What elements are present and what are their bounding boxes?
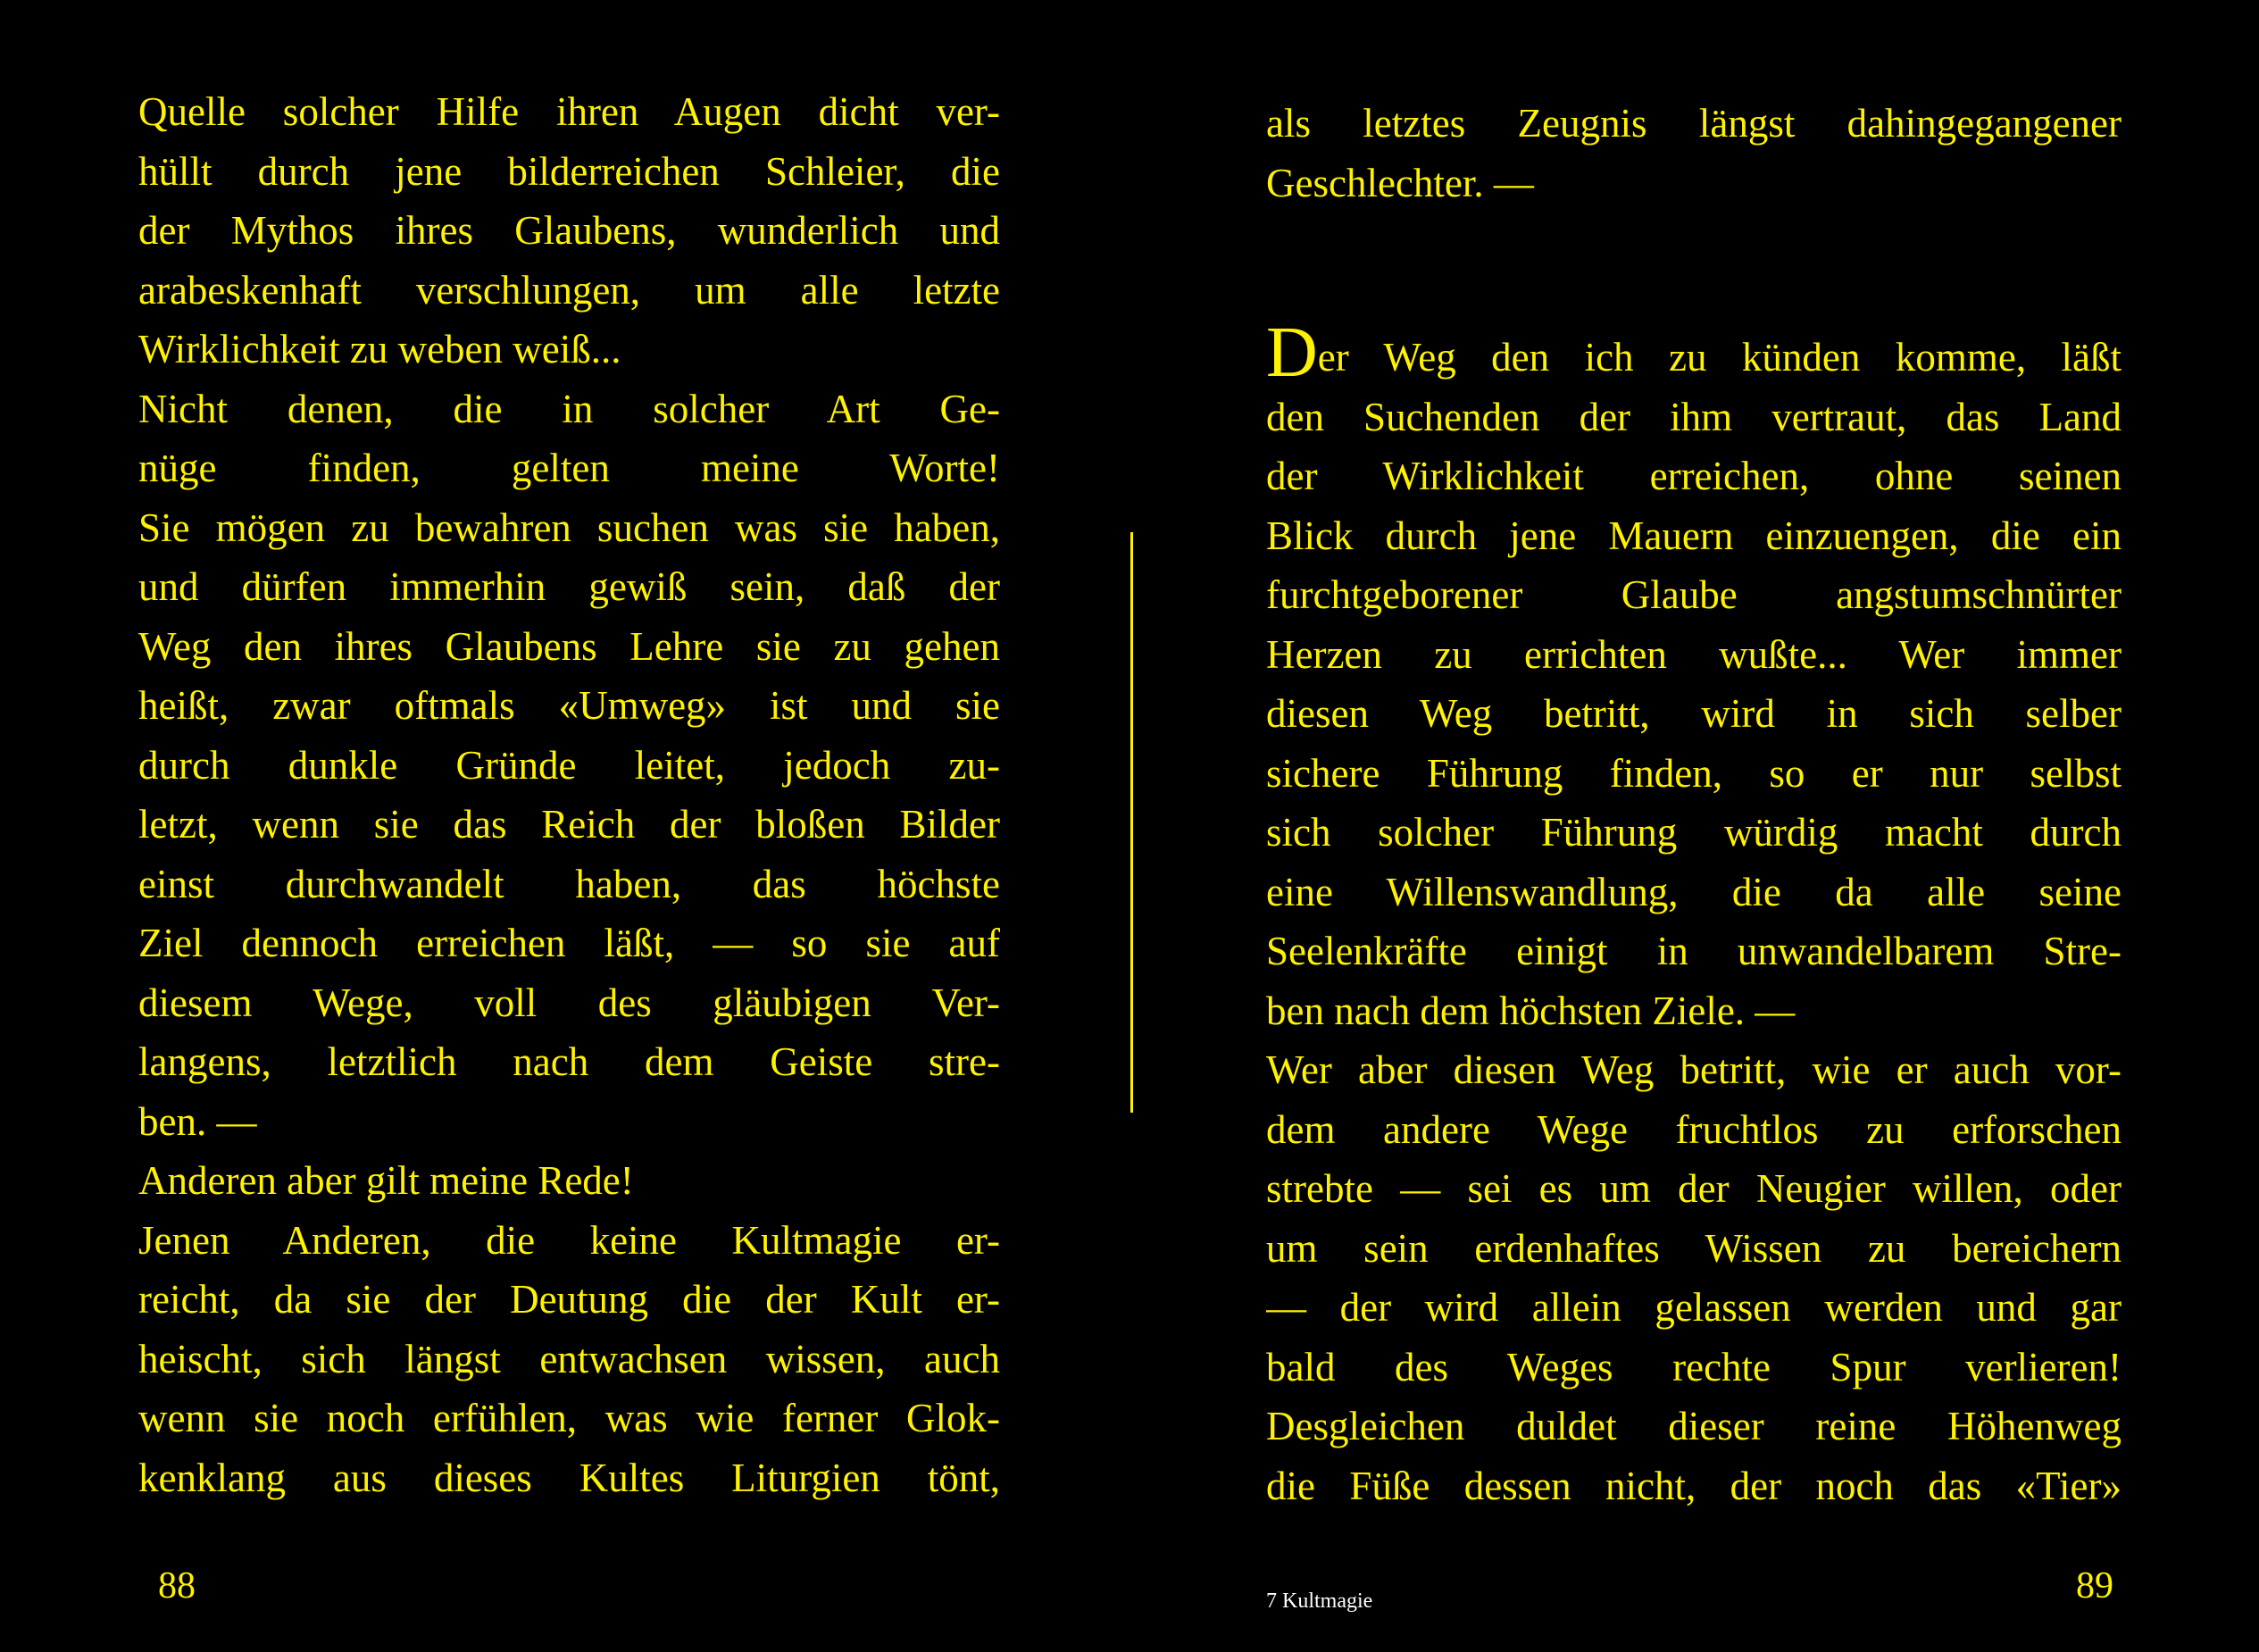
text-line: einst durchwandelt haben, das höchste xyxy=(138,861,1000,906)
text-line: heißt, zwar oftmals «Umweg» ist und sie xyxy=(138,683,1000,728)
text-line: furchtgeborener Glaube angstumschnürter xyxy=(1266,572,2121,617)
text-line: ben. — xyxy=(138,1098,257,1144)
text-line: der Mythos ihres Glaubens, wunderlich und xyxy=(138,208,1000,253)
text-line: die Füße dessen nicht, der noch das «Tier» xyxy=(1266,1463,2121,1508)
text-line: und dürfen immerhin gewiß sein, daß der xyxy=(138,564,1000,609)
text-line: den Suchenden der ihm vertraut, das Land xyxy=(1266,394,2121,439)
text-line-rest: er Weg den ich zu künden komme, läßt xyxy=(1317,335,2121,380)
text-line: diesem Wege, voll des gläubigen Ver- xyxy=(138,980,1000,1025)
text-line: Desgleichen duldet dieser reine Höhenweg xyxy=(1266,1404,2121,1448)
text-line: Nicht denen, die in solcher Art Ge- xyxy=(138,386,1000,431)
text-line: Anderen aber gilt meine Rede! xyxy=(138,1158,634,1203)
text-line: kenklang aus dieses Kultes Liturgien tönt, xyxy=(138,1455,1000,1500)
text-line: strebte — sei es um der Neugier willen, oder xyxy=(1266,1166,2121,1211)
text-line: heischt, sich längst entwachsen wissen, auch xyxy=(138,1336,1000,1381)
page-number-left: 88 xyxy=(158,1565,196,1606)
text-line: um sein erdenhaftes Wissen zu bereichern xyxy=(1266,1225,2121,1271)
text-line: Herzen zu errichten wußte... Wer immer xyxy=(1266,631,2121,677)
text-line: hüllt durch jene bilderreichen Schleier, die xyxy=(138,148,1000,194)
text-line: durch dunkle Gründe leitet, jedoch zu- xyxy=(138,742,1000,788)
right-page-text xyxy=(1266,328,2121,1515)
drop-initial: D xyxy=(1266,328,1318,388)
page-number-right: 89 xyxy=(2076,1565,2113,1606)
text-line: Sie mögen zu bewahren suchen was sie haben, xyxy=(138,505,1000,550)
text-line: bald des Weges rechte Spur verlieren! xyxy=(1266,1344,2121,1389)
gutter-rule xyxy=(1130,532,1133,1113)
text-line: Ziel dennoch erreichen läßt, — so sie auf xyxy=(138,921,1000,965)
text-line: nüge finden, gelten meine Worte! xyxy=(138,446,1000,490)
text-line: letzt, wenn sie das Reich der bloßen Bilder xyxy=(138,802,1000,847)
text-line: reicht, da sie der Deutung die der Kult er- xyxy=(138,1277,1000,1322)
text-line: arabeskenhaft verschlungen, um alle letzte xyxy=(138,267,1000,313)
signature-mark: 7 Kultmagie xyxy=(1266,1589,1373,1613)
text-line: Quelle solcher Hilfe ihren Augen dicht ver- xyxy=(138,89,1000,134)
text-line: sichere Führung finden, so er nur selbst xyxy=(1266,750,2121,796)
right-page-intro xyxy=(1266,94,2121,213)
text-line: diesen Weg betritt, wird in sich selber xyxy=(1266,691,2121,736)
text-line: Wirklichkeit zu weben weiß... xyxy=(138,327,621,371)
text-line: Jenen Anderen, die keine Kultmagie er- xyxy=(138,1217,1000,1263)
text-line-with-initial xyxy=(1266,328,2121,388)
text-line: ben nach dem höchsten Ziele. — xyxy=(1266,988,1796,1033)
text-line: wenn sie noch erfühlen, was wie ferner Glok- xyxy=(138,1396,1000,1440)
text-line: als letztes Zeugnis längst dahingegangener xyxy=(1266,101,2121,146)
text-line: Blick durch jene Mauern einzuengen, die ein xyxy=(1266,513,2121,558)
left-page-text xyxy=(138,82,1000,1507)
text-line: sich solcher Führung würdig macht durch xyxy=(1266,810,2121,855)
text-line: — der wird allein gelassen werden und gar xyxy=(1266,1285,2121,1330)
text-line: eine Willenswandlung, die da alle seine xyxy=(1266,869,2121,914)
text-line: Wer aber diesen Weg betritt, wie er auch vor- xyxy=(1266,1047,2121,1092)
text-line: Weg den ihres Glaubens Lehre sie zu gehen xyxy=(138,623,1000,669)
text-line: langens, letztlich nach dem Geiste stre- xyxy=(138,1039,1000,1084)
text-line: dem andere Wege fruchtlos zu erforschen xyxy=(1266,1106,2121,1152)
text-line: Seelenkräfte einigt in unwandelbarem Stre- xyxy=(1266,929,2121,973)
text-line: der Wirklichkeit erreichen, ohne seinen xyxy=(1266,454,2121,498)
text-line: Geschlechter. — xyxy=(1266,160,1534,205)
